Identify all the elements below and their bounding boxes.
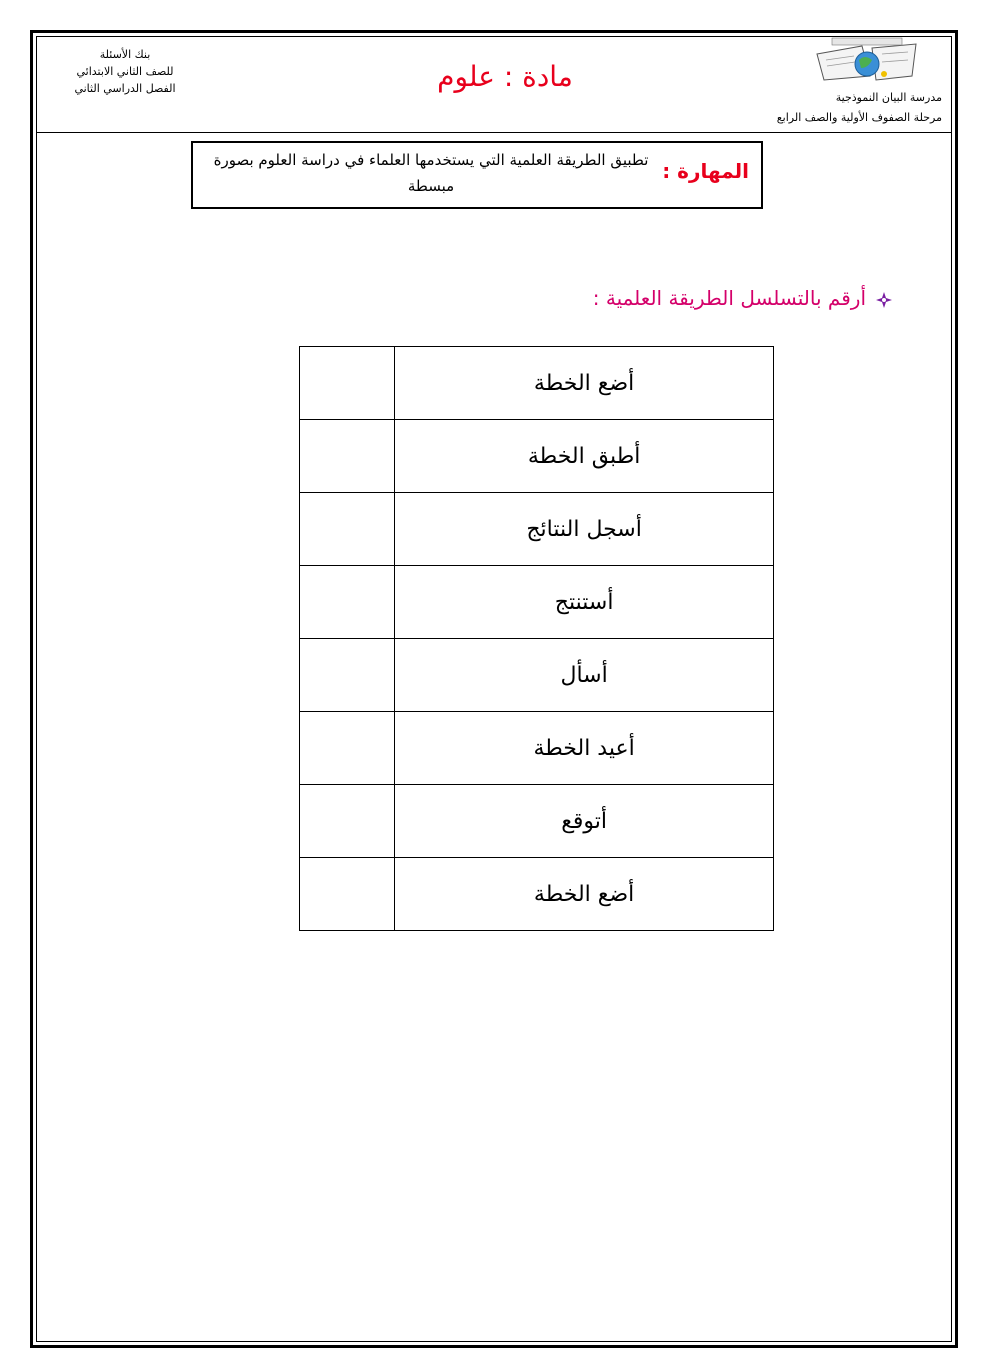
- skill-box: [191, 141, 763, 209]
- table-row: [300, 785, 774, 858]
- step-cell: أسأل: [395, 639, 774, 712]
- subject-title: مادة : علوم: [437, 60, 573, 93]
- step-cell: أطبق الخطة: [395, 420, 774, 493]
- skill-label: المهارة :: [662, 159, 749, 183]
- diamond-bullet-icon: [876, 292, 892, 308]
- order-number-cell[interactable]: [300, 639, 395, 712]
- steps-table: [299, 346, 774, 931]
- table-row: [300, 347, 774, 420]
- order-number-cell[interactable]: [300, 347, 395, 420]
- header-right-info: [720, 88, 942, 128]
- step-cell: أضع الخطة: [395, 858, 774, 931]
- table-row: [300, 712, 774, 785]
- order-number-cell[interactable]: [300, 785, 395, 858]
- order-number-cell[interactable]: [300, 566, 395, 639]
- semester-label: الفصل الدراسي الثاني: [74, 82, 176, 95]
- table-row: [300, 566, 774, 639]
- order-number-cell[interactable]: [300, 712, 395, 785]
- stage-name: مرحلة الصفوف الأولية والصف الرابع: [776, 111, 942, 124]
- question-text: أرقم بالتسلسل الطريقة العلمية :: [592, 286, 866, 310]
- step-cell: أعيد الخطة: [395, 712, 774, 785]
- order-number-cell[interactable]: [300, 858, 395, 931]
- header-divider: [36, 132, 952, 133]
- grade-label: للصف الثاني الابتدائي: [76, 65, 174, 78]
- table-row: [300, 858, 774, 931]
- school-logo-icon: [812, 36, 922, 86]
- question-bank-label: بنك الأسئلة: [99, 48, 151, 61]
- skill-text: تطبيق الطريقة العلمية التي يستخدمها العلماء في دراسة العلوم بصورة مبسطة: [213, 151, 649, 195]
- school-name: مدرسة البيان النموذجية: [835, 91, 942, 104]
- step-cell: أتوقع: [395, 785, 774, 858]
- header-left-info: [40, 46, 210, 97]
- order-number-cell[interactable]: [300, 420, 395, 493]
- table-row: [300, 639, 774, 712]
- step-cell: أسجل النتائج: [395, 493, 774, 566]
- order-number-cell[interactable]: [300, 493, 395, 566]
- question-prompt: [540, 286, 892, 310]
- step-cell: أضع الخطة: [395, 347, 774, 420]
- table-row: [300, 420, 774, 493]
- step-cell: أستنتج: [395, 566, 774, 639]
- table-row: [300, 493, 774, 566]
